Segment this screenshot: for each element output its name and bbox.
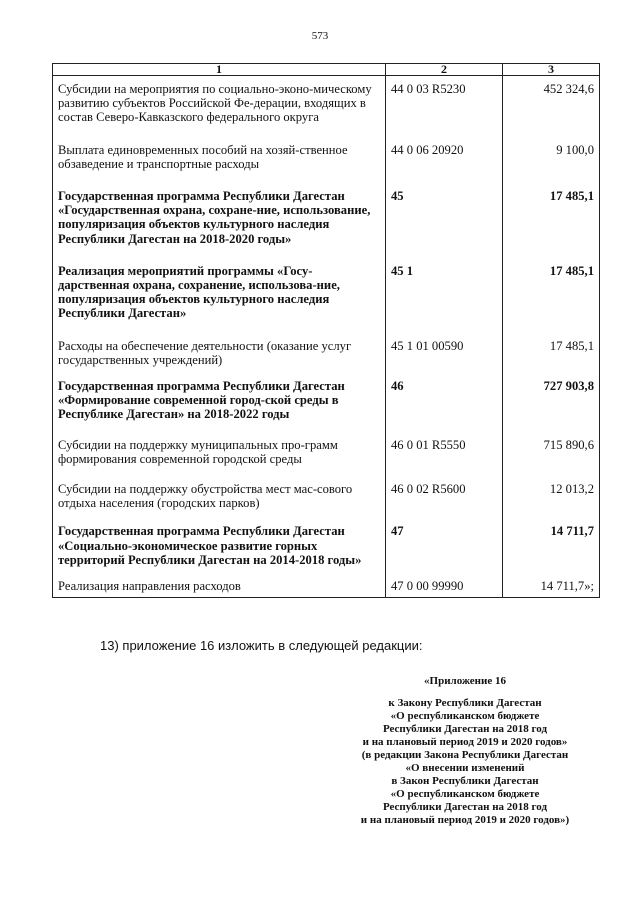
table-row — [53, 325, 600, 371]
row-amount: 14 711,7»; — [503, 571, 600, 598]
row-amount: 12 013,2 — [503, 470, 600, 514]
column-header-amount: 3 — [503, 64, 600, 76]
table-row — [53, 470, 600, 514]
table-row — [53, 571, 600, 598]
appendix-line: (в редакции Закона Республики Дагестан — [361, 749, 569, 761]
table-row — [53, 129, 600, 175]
row-name: Субсидии на мероприятия по социально-эконо-мическому развитию субъектов Российской Фе-дерации, входящих в состав Северо-Кавказского федерального округа — [53, 76, 386, 129]
row-name: Реализация направления расходов — [53, 571, 386, 598]
column-header-code: 2 — [386, 64, 503, 76]
row-name: Государственная программа Республики Дагестан «Социально-экономическое развитие горных территорий Республики Дагестан на 2014-2018 годы» — [53, 514, 386, 571]
budget-table — [52, 63, 600, 598]
row-amount: 452 324,6 — [503, 76, 600, 129]
appendix-line: «О республиканском бюджете — [390, 788, 540, 800]
row-amount: 17 485,1 — [503, 175, 600, 250]
appendix-line: к Закону Республики Дагестан — [388, 697, 542, 709]
appendix-title: «Приложение 16 — [424, 675, 506, 687]
row-amount: 715 890,6 — [503, 426, 600, 470]
row-name: Расходы на обеспечение деятельности (оказание услуг государственных учреждений) — [53, 325, 386, 371]
row-code: 45 1 — [386, 250, 503, 325]
table-row — [53, 514, 600, 571]
appendix-line: «О внесении изменений — [405, 762, 525, 774]
appendix-line: в Закон Республики Дагестан — [391, 775, 539, 787]
row-amount: 17 485,1 — [503, 250, 600, 325]
appendix-line: «О республиканском бюджете — [390, 710, 540, 722]
row-name: Субсидии на поддержку муниципальных про-грамм формирования современной городской среды — [53, 426, 386, 470]
appendix-heading — [320, 675, 610, 827]
row-code: 46 — [386, 371, 503, 426]
table-row — [53, 426, 600, 470]
row-code: 45 — [386, 175, 503, 250]
row-code: 46 0 01 R5550 — [386, 426, 503, 470]
row-name: Выплата единовременных пособий на хозяй-ственное обзаведение и транспортные расходы — [53, 129, 386, 175]
row-code: 46 0 02 R5600 — [386, 470, 503, 514]
row-name: Субсидии на поддержку обустройства мест мас-сового отдыха населения (городских парков) — [53, 470, 386, 514]
row-code: 44 0 06 20920 — [386, 129, 503, 175]
row-code: 44 0 03 R5230 — [386, 76, 503, 129]
row-code: 45 1 01 00590 — [386, 325, 503, 371]
row-name: Реализация мероприятий программы «Госу-дарственная охрана, сохранение, использова-ние, популяризация объектов культурного наследия Республики Дагестан» — [53, 250, 386, 325]
amendment-paragraph: 13) приложение 16 изложить в следующей редакции: — [100, 638, 423, 653]
row-code: 47 0 00 99990 — [386, 571, 503, 598]
appendix-line: и на плановый период 2019 и 2020 годов») — [360, 814, 570, 826]
appendix-line: Республики Дагестан на 2018 год — [382, 723, 548, 735]
row-code: 47 — [386, 514, 503, 571]
page-number: 573 — [311, 30, 329, 42]
row-amount: 17 485,1 — [503, 325, 600, 371]
table-header-row — [53, 64, 600, 76]
appendix-line: Республики Дагестан на 2018 год — [382, 801, 548, 813]
appendix-line: и на плановый период 2019 и 2020 годов» — [362, 736, 568, 748]
table-row — [53, 175, 600, 250]
table-row — [53, 76, 600, 129]
row-amount: 9 100,0 — [503, 129, 600, 175]
row-name: Государственная программа Республики Дагестан «Государственная охрана, сохране-ние, использование, популяризация объектов культурного наследия Республики Дагестан на 2018-2020 годы» — [53, 175, 386, 250]
row-amount: 727 903,8 — [503, 371, 600, 426]
row-name: Государственная программа Республики Дагестан «Формирование современной город-ской среды в Республике Дагестан» на 2018-2022 годы — [53, 371, 386, 426]
column-header-name: 1 — [53, 64, 386, 76]
table-row — [53, 371, 600, 426]
table-row — [53, 250, 600, 325]
row-amount: 14 711,7 — [503, 514, 600, 571]
